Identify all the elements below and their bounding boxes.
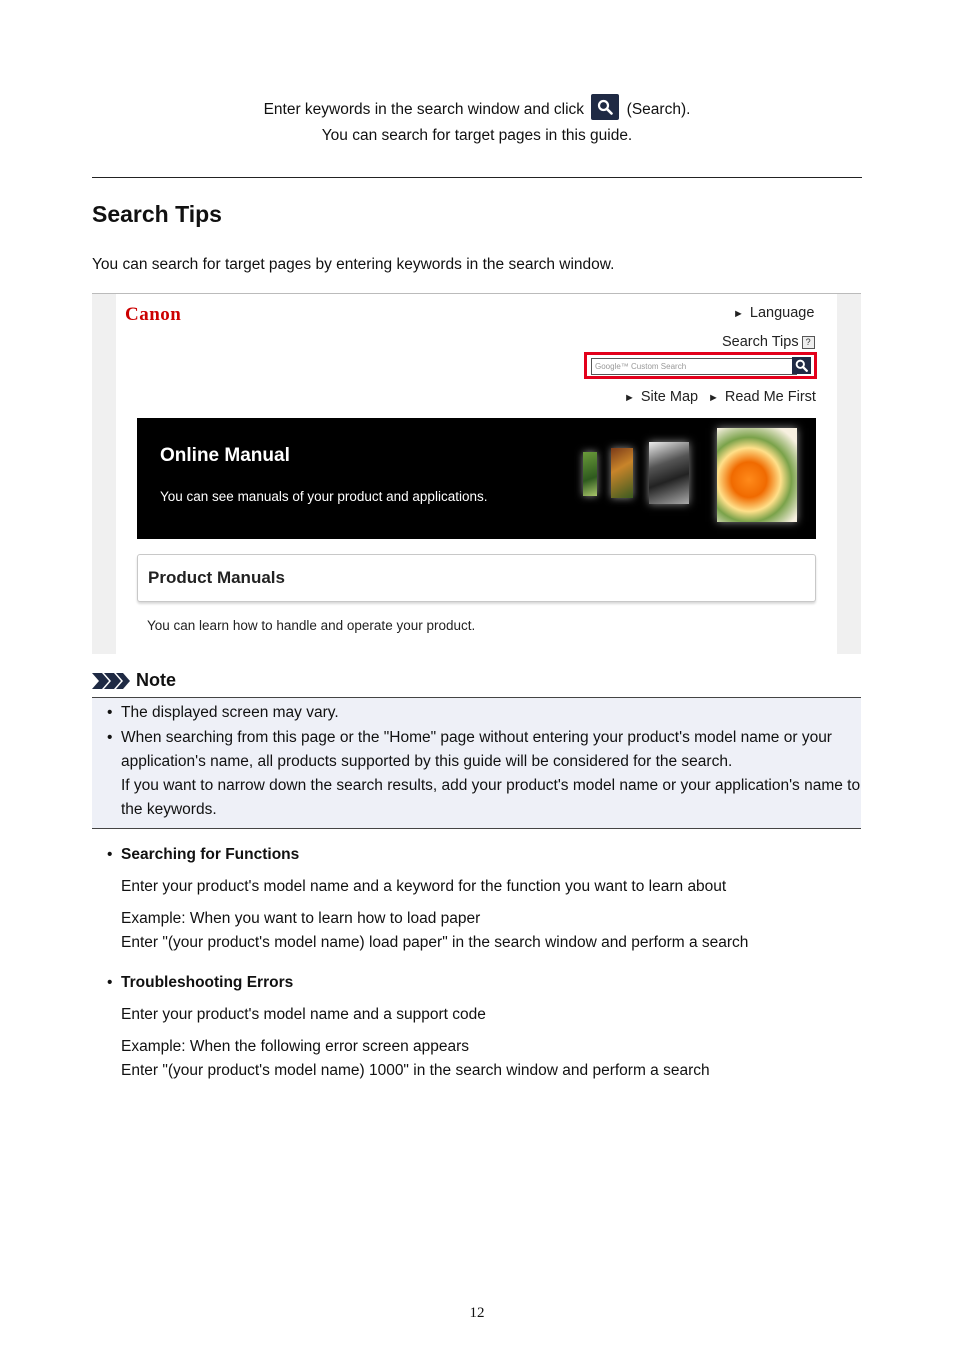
tip-text: Enter your product's model name and a keyword for the function you want to learn about (121, 878, 727, 895)
canon-logo: Canon (125, 304, 182, 325)
section-title: Search Tips (92, 201, 222, 227)
banner-title: Online Manual (160, 445, 290, 466)
note-item: • When searching from this page or the "Home" page without entering your product's model name or your application's name, all products supported by this guide will be considered for the search. If you want to narrow down the search results, add your product's model name or your application's name to the keywords. (107, 729, 861, 818)
banner-subtitle: You can see manuals of your product and applications. (160, 489, 488, 504)
tip-title: • Searching for Functions (107, 846, 300, 863)
page-number: 12 (469, 1305, 485, 1321)
search-icon (591, 94, 619, 120)
online-manual-banner[interactable] (137, 418, 816, 539)
search-tips-link[interactable] (722, 334, 815, 350)
note-item: • The displayed screen may vary. (107, 704, 339, 721)
site-map-link-label: Site Map (640, 389, 699, 405)
note-arrows-icon (92, 672, 132, 690)
note-heading-text: Note (136, 670, 176, 690)
product-manuals-subtitle: You can learn how to handle and operate your product. (147, 618, 476, 633)
note-box (92, 697, 861, 829)
intro-text-after: (Search). (626, 101, 691, 118)
help-icon: ? (802, 336, 815, 349)
search-input[interactable]: Google™ Custom Search (591, 358, 797, 375)
manual-screenshot (92, 293, 861, 654)
section-divider (92, 177, 862, 178)
photo-thumbnail-4 (717, 428, 797, 522)
search-tips-link-label: Search Tips (722, 334, 799, 350)
site-map-link[interactable] (624, 389, 698, 405)
search-window-highlight (584, 352, 817, 379)
chevron-right-icon: ► (708, 392, 719, 404)
intro-line-2: You can search for target pages in this guide. (321, 127, 633, 144)
tip-example: Example: When you want to learn how to load paper (121, 910, 481, 927)
photo-thumbnail-2 (611, 448, 633, 498)
tip-example: Example: When the following error screen appears (121, 1038, 470, 1055)
manual-screenshot-page (116, 294, 837, 654)
search-button[interactable] (792, 357, 811, 374)
read-me-first-link[interactable] (708, 389, 816, 405)
tip-text: Enter your product's model name and a support code (121, 1006, 486, 1023)
photo-thumbnail-3 (649, 442, 689, 504)
product-manuals-panel[interactable] (137, 554, 816, 602)
language-link-label: Language (749, 305, 815, 321)
chevron-right-icon: ► (624, 392, 635, 404)
chevron-right-icon: ► (733, 308, 744, 320)
tip-example-detail: Enter "(your product's model name) 1000" in the search window and perform a search (121, 1062, 710, 1079)
intro-line-1 (0, 94, 954, 120)
language-link[interactable] (733, 305, 814, 321)
product-manuals-title: Product Manuals (148, 568, 285, 587)
intro-text-before: Enter keywords in the search window and click (263, 101, 585, 118)
tip-example-detail: Enter "(your product's model name) load paper" in the search window and perform a search (121, 934, 749, 951)
tip-title: • Troubleshooting Errors (107, 974, 294, 991)
photo-thumbnail-1 (583, 452, 597, 496)
read-me-first-link-label: Read Me First (724, 389, 816, 405)
section-description: You can search for target pages by entering keywords in the search window. (92, 256, 615, 273)
search-icon (795, 359, 808, 372)
